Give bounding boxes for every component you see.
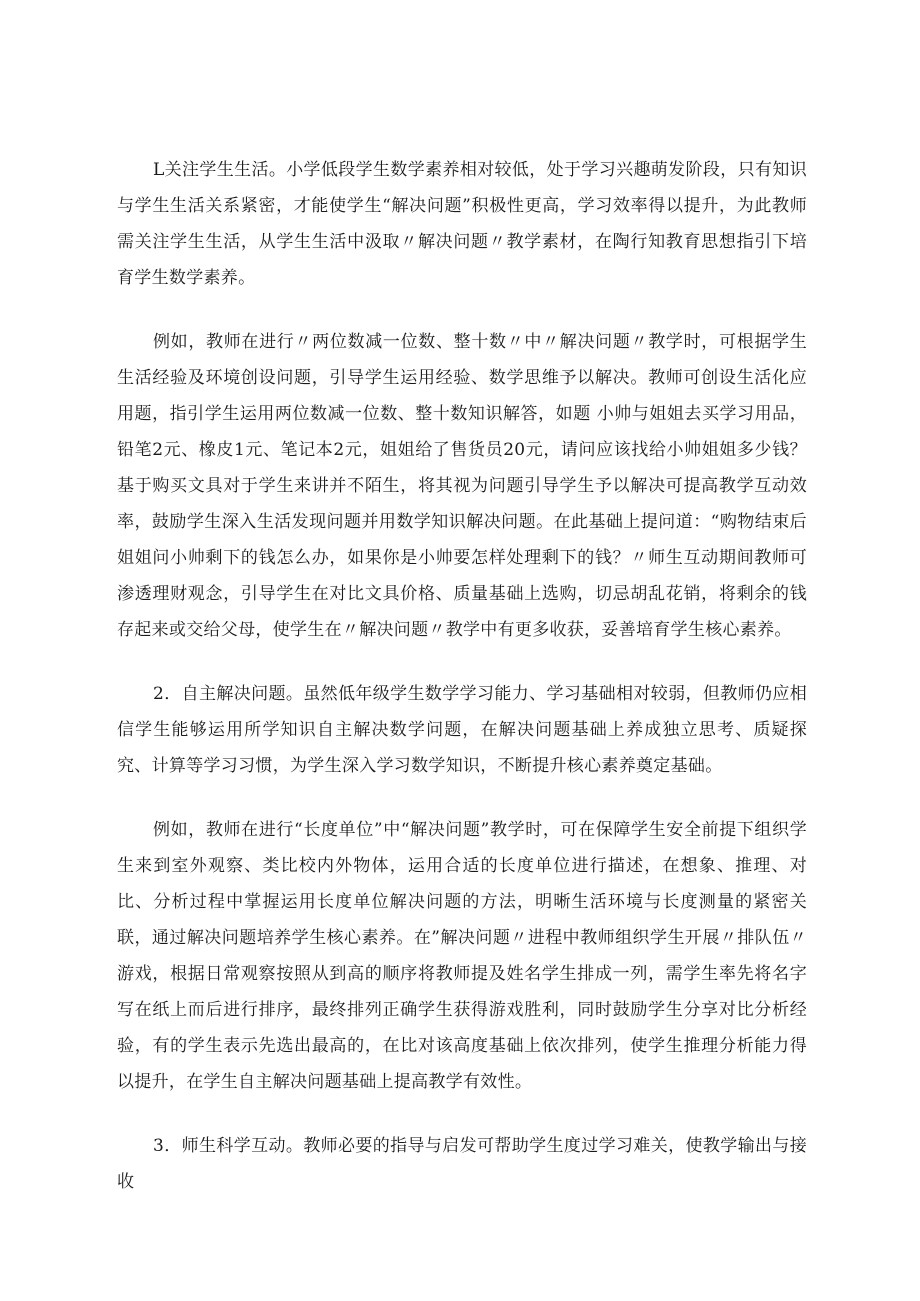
paragraph-example-length-units: 例如，教师在进行“长度单位”中“解决问题”教学时，可在保障学生安全前提下组织学生来到室外观察、类比校内外物体，运用合适的长度单位进行描述，在想象、推理、对比、分析过程中掌握运用长度单位解决问题的方法，明晰生活环境与长度测量的紧密关联，通过解决问题培养学生核心素养。在”解决问题〃进程中教师组织学生开展〃排队伍〃游戏，根据日常观察按照从到高的顺序将教师提及姓名学生排成一列，需学生率先将名字写在纸上而后进行排序，最终排列正确学生获得游戏胜利，同时鼓励学生分享对比分析经验，有的学生表示先选出最高的，在比对该高度基础上依次排列，使学生推理分析能力得以提升，在学生自主解决问题基础上提高教学有效性。	[117, 820, 807, 1092]
paragraph-teacher-student-interaction: 3．师生科学互动。教师必要的指导与启发可帮助学生度过学习难关，使教学输出与接收	[117, 1136, 807, 1192]
paragraph-example-subtraction: 例如，教师在进行〃两位数减一位数、整十数〃中〃解决问题〃教学时，可根据学生生活经验及环境创设问题，引导学生运用经验、数学思维予以解决。教师可创设生活化应用题，指引学生运用两位数减一位数、整十数知识解答，如题 小帅与姐姐去买学习用品，铅笔2元、橡皮1元、笔记本2元，姐姐给了售货员20元，请问应该找给小帅姐姐多少钱？基于购买文具对于学生来讲并不陌生，将其视为问题引导学生予以解决可提高教学互动效率，鼓励学生深入生活发现问题并用数学知识解决问题。在此基础上提问道：“购物结束后姐姐问小帅剩下的钱怎么办，如果你是小帅要怎样处理剩下的钱？〃师生互动期间教师可渗透理财观念，引导学生在对比文具价格、质量基础上选购，切忌胡乱花销，将剩余的钱存起来或交给父母，使学生在〃解决问题〃教学中有更多收获，妥善培育学生核心素养。	[117, 332, 807, 640]
paragraph-care-student-life: L关注学生生活。小学低段学生数学素养相对较低，处于学习兴趣萌发阶段，只有知识与学生生活关系紧密，才能使学生“解决问题”积极性更高，学习效率得以提升，为此教师需关注学生生活，从学生生活中汲取〃解决问题〃教学素材，在陶行知教育思想指引下培育学生数学素养。	[117, 160, 807, 288]
paragraph-independent-solving: 2．自主解决问题。虽然低年级学生数学学习能力、学习基础相对较弱，但教师仍应相信学生能够运用所学知识自主解决数学问题，在解决问题基础上养成独立思考、质疑探究、计算等学习习惯，为学生深入学习数学知识，不断提升核心素养奠定基础。	[117, 684, 807, 776]
document-body	[117, 152, 807, 1228]
